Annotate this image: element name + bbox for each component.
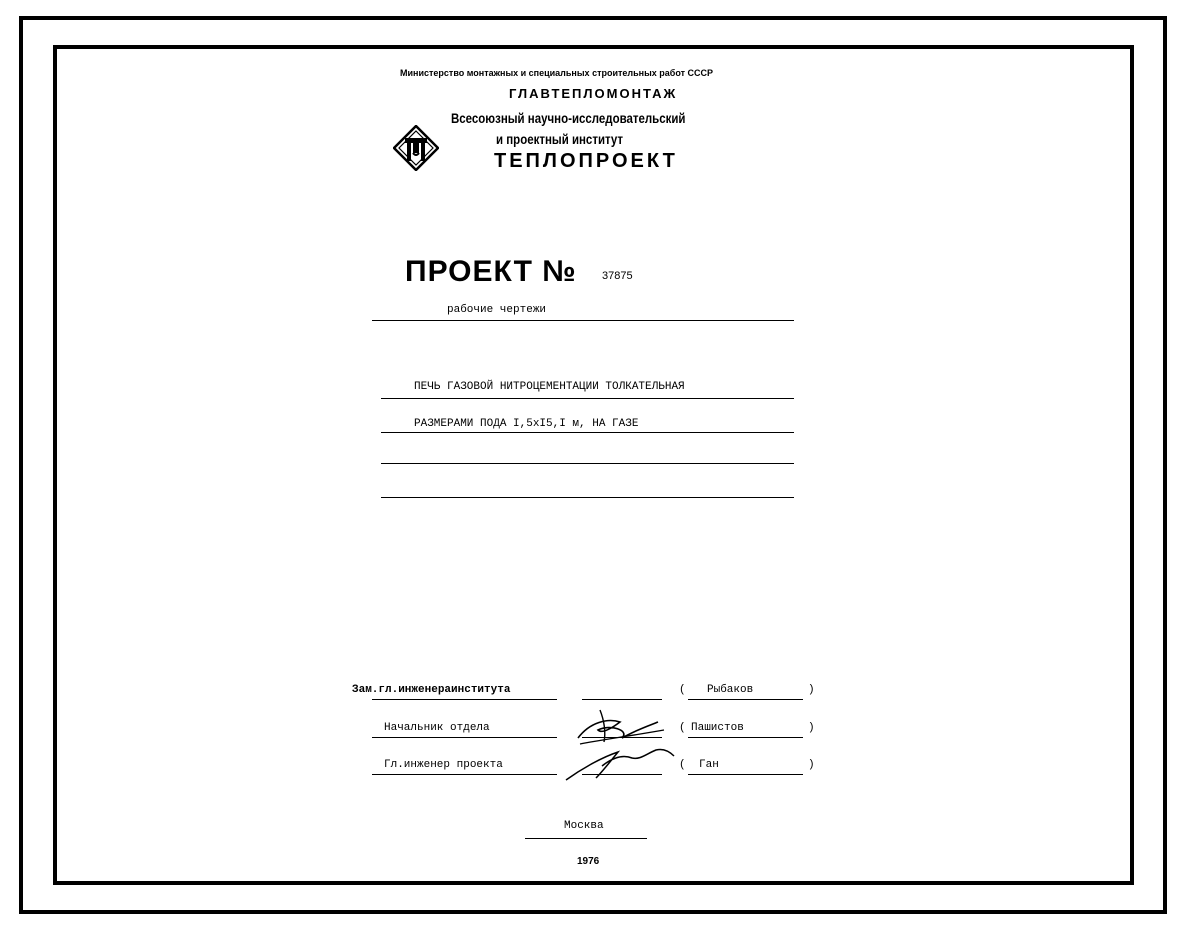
signature-role: Гл.инженер проекта xyxy=(384,759,503,771)
title-line-2-underline xyxy=(381,432,794,433)
role-underline xyxy=(372,737,557,738)
organization-name: ТЕПЛОПРОЕКТ xyxy=(494,150,678,172)
signatory-name: Пашистов xyxy=(691,722,744,734)
project-label: ПРОЕКТ № xyxy=(405,255,577,288)
signature-role: Начальник отдела xyxy=(384,722,490,734)
title-line-1: ПЕЧЬ ГАЗОВОЙ НИТРОЦЕМЕНТАЦИИ ТОЛКАТЕЛЬНАЯ xyxy=(414,381,685,393)
title-line-1-underline xyxy=(381,398,794,399)
paren-close: ) xyxy=(808,722,815,734)
institute-line-2: и проектный институт xyxy=(496,131,624,147)
name-underline xyxy=(688,774,803,775)
paren-open: ( xyxy=(679,759,686,771)
city-underline xyxy=(525,838,647,839)
name-underline xyxy=(688,699,803,700)
title-line-3-blank xyxy=(381,463,794,464)
project-number: 37875 xyxy=(602,270,633,282)
institute-logo-icon xyxy=(393,125,439,171)
role-underline xyxy=(372,774,557,775)
paren-open: ( xyxy=(679,722,686,734)
handwritten-signature-icon xyxy=(560,700,680,785)
signatory-name: Ган xyxy=(699,759,719,771)
city: Москва xyxy=(564,820,604,832)
institute-line-1: Всесоюзный научно-исследовательский xyxy=(451,110,686,126)
name-underline xyxy=(688,737,803,738)
role-underline xyxy=(372,699,557,700)
stage-underline xyxy=(372,320,794,321)
year: 1976 xyxy=(577,856,600,867)
signature-role: Зам.гл.инженераинститута xyxy=(352,684,511,696)
project-stage: рабочие чертежи xyxy=(447,304,547,316)
ministry-name: Министерство монтажных и специальных строительных работ СССР xyxy=(400,68,714,78)
paren-close: ) xyxy=(808,759,815,771)
paren-close: ) xyxy=(808,684,815,696)
title-line-4-blank xyxy=(381,497,794,498)
paren-open: ( xyxy=(679,684,686,696)
glavk-name: ГЛАВТЕПЛОМОНТАЖ xyxy=(509,86,678,101)
signatory-name: Рыбаков xyxy=(707,684,754,696)
title-line-2: РАЗМЕРАМИ ПОДА I,5xI5,I м, НА ГАЗЕ xyxy=(414,418,639,430)
